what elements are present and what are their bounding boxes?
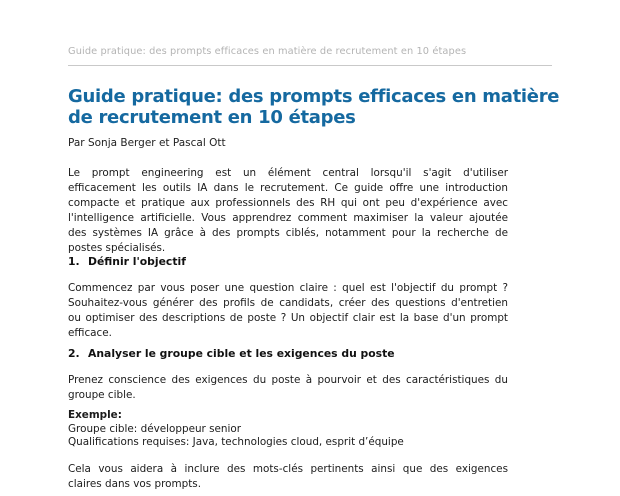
closing-paragraph — [68, 462, 508, 492]
page-title — [68, 86, 588, 128]
example-qualifications: Qualifications requises: Java, technologies cloud, esprit d’équipe — [68, 436, 404, 448]
intro-line: compacte et pratique aux professionnels des RH qui ont peu d'expérience avec — [68, 197, 508, 209]
section-2-heading — [68, 347, 528, 360]
section-2-title: Analyser le groupe cible et les exigences du poste — [88, 347, 395, 360]
section-1-line: ou optimiser des descriptions de poste ? Un objectif clair est la base d'un prompt — [68, 312, 508, 324]
intro-line: postes spécialisés. — [68, 242, 166, 254]
intro-line: des systèmes IA grâce à des prompts ciblés, notamment pour la recherche de — [68, 227, 508, 239]
example-target-group: Groupe cible: développeur senior — [68, 422, 242, 435]
intro-line: l'intelligence artificielle. Vous apprendrez comment maximiser la valeur ajoutée — [68, 212, 508, 224]
section-2-paragraph — [68, 373, 508, 403]
page-title-line-1: Guide pratique: des prompts efficaces en matière — [68, 86, 560, 107]
section-1-title: Définir l'objectif — [88, 255, 186, 268]
section-1-line: efficace. — [68, 327, 112, 339]
section-1-paragraph — [68, 281, 508, 341]
section-1-line: Souhaitez-vous générer des profils de candidats, créer des questions d'entretien — [68, 297, 508, 309]
closing-line: claires dans vos prompts. — [68, 478, 201, 490]
example-block — [68, 409, 508, 450]
byline: Par Sonja Berger et Pascal Ott — [68, 137, 226, 149]
section-1-line: Commencez par vous poser une question claire : quel est l'objectif du prompt ? — [68, 282, 508, 294]
section-1-heading — [68, 255, 528, 268]
running-header: Guide pratique: des prompts efficaces en matière de recrutement en 10 étapes — [68, 46, 467, 57]
closing-line: Cela vous aidera à inclure des mots-clés pertinents ainsi que des exigences — [68, 463, 508, 475]
section-2-number: 2. — [68, 347, 80, 360]
section-1-number: 1. — [68, 255, 80, 268]
intro-paragraph — [68, 166, 508, 256]
intro-line: Le prompt engineering est un élément central lorsqu'il s'agit d'utiliser — [68, 167, 508, 179]
section-2-line: groupe cible. — [68, 389, 136, 401]
page-title-line-2: de recrutement en 10 étapes — [68, 107, 356, 128]
header-divider — [68, 65, 552, 66]
example-label: Exemple: — [68, 409, 122, 421]
intro-line: efficacement les outils IA dans le recrutement. Ce guide offre une introduction — [68, 182, 508, 194]
section-2-line: Prenez conscience des exigences du poste à pourvoir et des caractéristiques du — [68, 374, 508, 386]
